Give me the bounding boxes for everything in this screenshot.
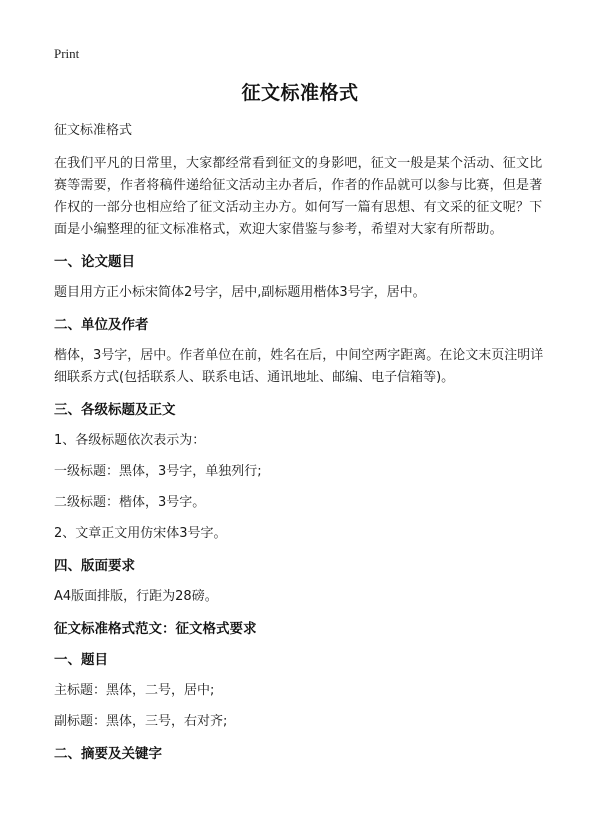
section-text-2: 楷体，3号字，居中。作者单位在前，姓名在后，中间空两字距离。在论文末页注明详细联系方式(包括联系人、联系电话、通讯地址、邮编、电子信箱等)。 xyxy=(54,348,544,385)
example-section-heading-1: 一、题目 xyxy=(54,652,108,668)
example-line-1: 主标题：黑体，二号，居中; xyxy=(54,683,215,698)
page-title: 征文标准格式 xyxy=(241,82,359,104)
subtitle: 征文标准格式 xyxy=(54,123,133,138)
section-item-2: 2、文章正文用仿宋体3号字。 xyxy=(54,526,227,541)
example-heading: 征文标准格式范文：征文格式要求 xyxy=(54,621,257,637)
section-text-4: A4版面排版，行距为28磅。 xyxy=(54,589,218,604)
print-link[interactable]: Print xyxy=(54,46,80,61)
section-heading-2: 二、单位及作者 xyxy=(54,317,149,333)
document-body xyxy=(54,120,550,765)
section-text-1: 题目用方正小标宋简体2号字，居中,副标题用楷体3号字，居中。 xyxy=(54,285,426,300)
section-heading-3: 三、各级标题及正文 xyxy=(54,402,176,418)
section-heading-4: 四、版面要求 xyxy=(54,558,135,574)
intro-paragraph: 在我们平凡的日常里，大家都经常看到征文的身影吧，征文一般是某个活动、征文比赛等需要，作者将稿件递给征文活动主办者后，作者的作品就可以参与比赛，但是著作权的一部分也相应给了征文活动主办方。如何写一篇有思想、有文采的征文呢？下面是小编整理的征文标准格式，欢迎大家借鉴与参考，希望对大家有所帮助。 xyxy=(54,156,543,237)
example-section-heading-2: 二、摘要及关键字 xyxy=(54,746,162,762)
section-item-1: 1、各级标题依次表示为： xyxy=(54,433,206,448)
section-item-1a: 一级标题：黑体，3号字，单独列行; xyxy=(54,464,262,479)
section-item-1b: 二级标题：楷体，3号字。 xyxy=(54,495,206,510)
example-line-2: 副标题：黑体，三号，右对齐; xyxy=(54,714,228,729)
section-heading-1: 一、论文题目 xyxy=(54,254,135,270)
